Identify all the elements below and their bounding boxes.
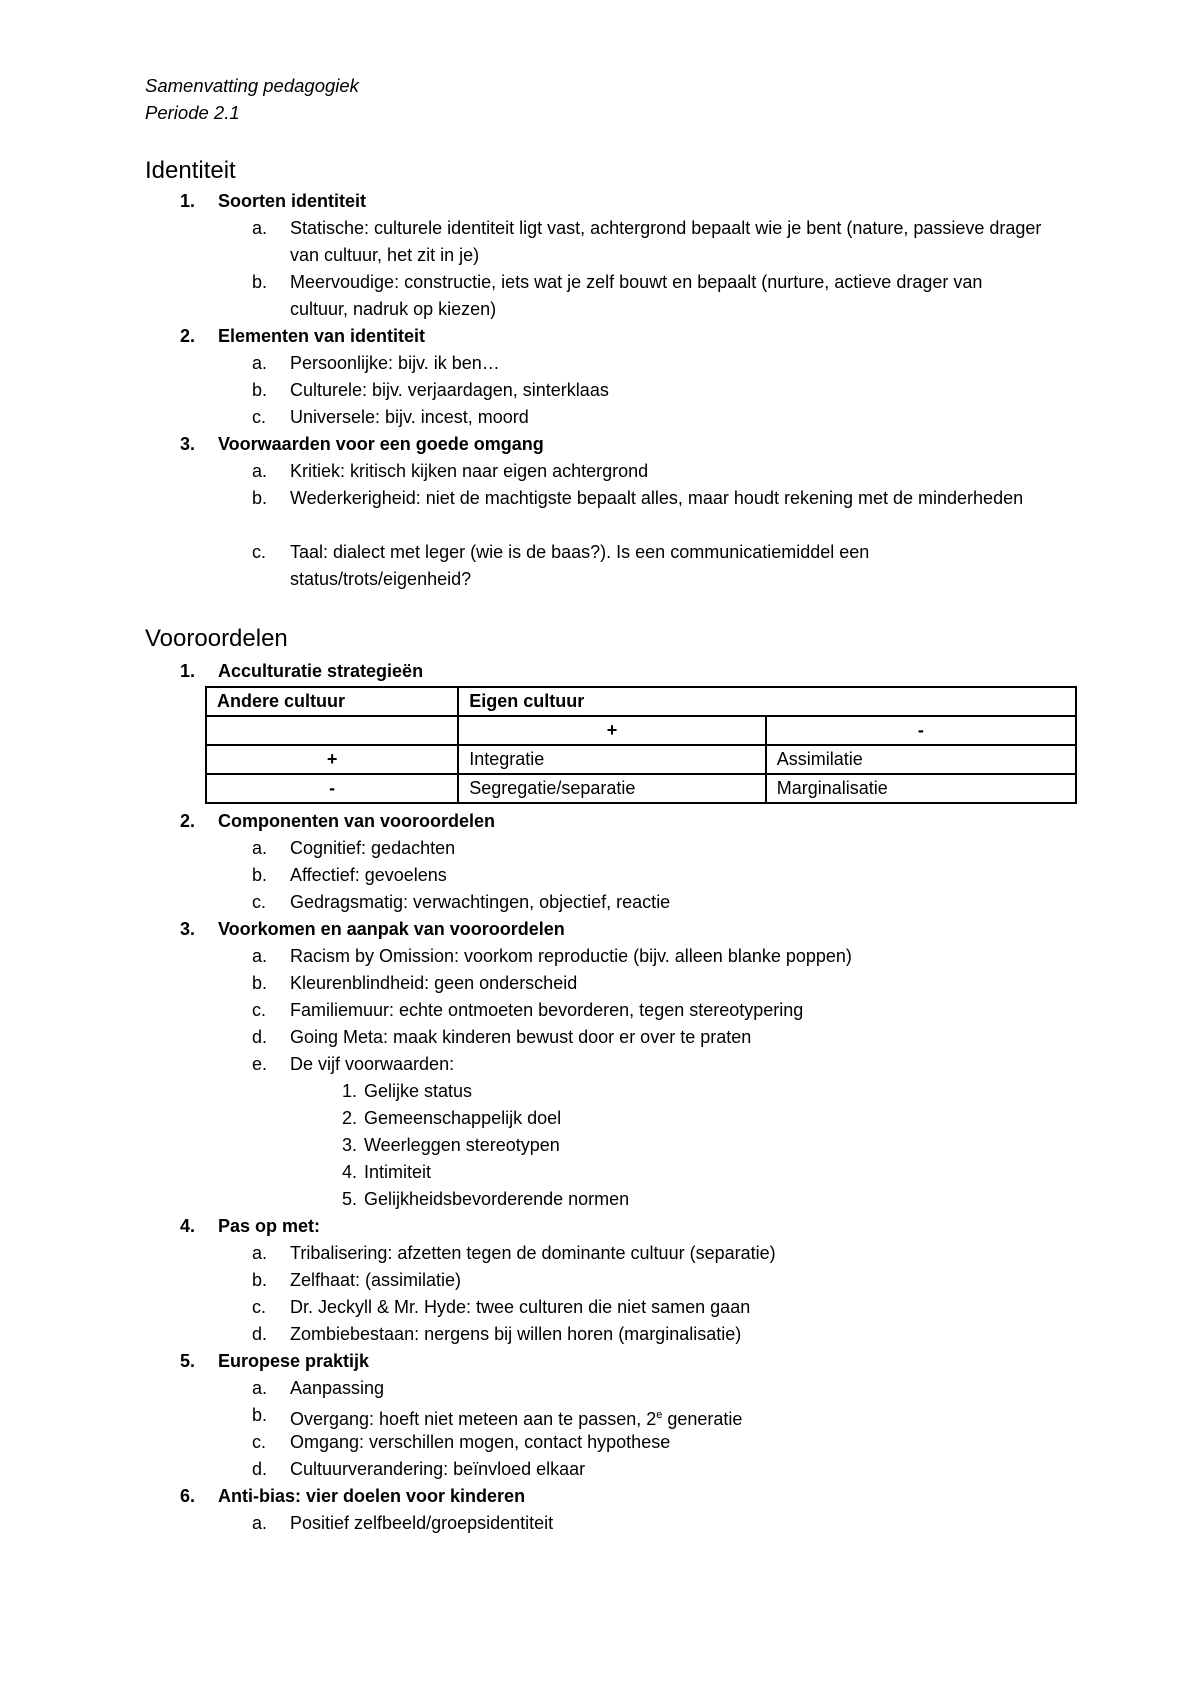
list-label: Componenten van vooroordelen (218, 811, 496, 831)
table-row (206, 774, 1076, 803)
sub-item (252, 997, 1042, 1024)
list-item-voorwaarden-omgang (180, 431, 1080, 458)
condition-number: 2. (342, 1108, 358, 1128)
list-item-pas-op-met (180, 1213, 1080, 1240)
sub-item (252, 1240, 1042, 1267)
sub-item (252, 458, 1042, 485)
list-number: 3. (180, 919, 196, 939)
table-cell-minus: - (206, 774, 458, 803)
sub-marker: c. (252, 1297, 267, 1317)
list-number: 1. (180, 661, 196, 681)
table-row (206, 687, 1076, 716)
sub-text: Culturele: bijv. verjaardagen, sinterklaas (290, 380, 609, 400)
sub-item (252, 539, 1042, 593)
list-label: Europese praktijk (218, 1351, 370, 1371)
list-label: Pas op met: (218, 1216, 321, 1236)
sub-text: Familiemuur: echte ontmoeten bevorderen, tegen stereotypering (290, 1000, 804, 1020)
condition-item (342, 1078, 472, 1105)
list-number: 5. (180, 1351, 196, 1371)
sub-marker: b. (252, 1270, 268, 1290)
list-item-acculturatie (180, 658, 1080, 685)
list-label: Acculturatie strategieën (218, 661, 424, 681)
sub-marker: d. (252, 1459, 268, 1479)
section-title-identiteit: Identiteit (145, 157, 236, 184)
table-header-eigen-cultuur: Eigen cultuur (458, 687, 1076, 716)
sub-marker: c. (252, 1000, 267, 1020)
sub-text: Statische: culturele identiteit ligt vast, achtergrond bepaalt wie je bent (nature, passieve drager van cultuur, het zit in je) (290, 218, 1042, 265)
sub-text: Persoonlijke: bijv. ik ben… (290, 353, 500, 373)
condition-item (342, 1105, 561, 1132)
sub-text: Kleurenblindheid: geen onderscheid (290, 973, 578, 993)
list-number: 3. (180, 434, 196, 454)
sub-marker: a. (252, 1513, 268, 1533)
sub-item (252, 1321, 1042, 1348)
sub-item (252, 1429, 1042, 1456)
table-row (206, 745, 1076, 774)
list-item-soorten-identiteit (180, 188, 1080, 215)
condition-item (342, 1186, 629, 1213)
condition-number: 1. (342, 1081, 358, 1101)
table-cell: Segregatie/separatie (458, 774, 765, 803)
sub-marker: c. (252, 407, 267, 427)
sub-item (252, 1510, 1042, 1537)
sub-marker: c. (252, 542, 267, 562)
condition-text: Gelijke status (364, 1081, 473, 1101)
list-label: Elementen van identiteit (218, 326, 426, 346)
document-header (145, 72, 359, 126)
table-cell: Assimilatie (766, 745, 1076, 774)
sub-marker: a. (252, 353, 268, 373)
list-label: Voorwaarden voor een goede omgang (218, 434, 544, 454)
list-item-componenten (180, 808, 1080, 835)
sub-item (252, 215, 1042, 269)
condition-number: 5. (342, 1189, 358, 1209)
sub-item (252, 1051, 1042, 1078)
sub-marker: b. (252, 380, 268, 400)
sub-text: Cognitief: gedachten (290, 838, 456, 858)
sub-text: Dr. Jeckyll & Mr. Hyde: twee culturen die niet samen gaan (290, 1297, 751, 1317)
sub-marker: a. (252, 946, 268, 966)
table-cell: Marginalisatie (766, 774, 1076, 803)
table-cell-plus: + (206, 745, 458, 774)
table-cell-minus: - (766, 716, 1076, 745)
sub-item (252, 1375, 1042, 1402)
sub-text: Aanpassing (290, 1378, 385, 1398)
sub-item (252, 943, 1042, 970)
sub-text: Affectief: gevoelens (290, 865, 447, 885)
sub-item (252, 1294, 1042, 1321)
table-cell-plus: + (458, 716, 765, 745)
sub-text: Zombiebestaan: nergens bij willen horen (marginalisatie) (290, 1324, 742, 1344)
condition-item (342, 1132, 560, 1159)
list-label: Anti-bias: vier doelen voor kinderen (218, 1486, 526, 1506)
sub-marker: d. (252, 1027, 268, 1047)
sub-marker: b. (252, 865, 268, 885)
sub-item (252, 862, 1042, 889)
list-number: 6. (180, 1486, 196, 1506)
section-title-vooroordelen: Vooroordelen (145, 625, 288, 652)
list-item-voorkomen-aanpak (180, 916, 1080, 943)
sub-marker: a. (252, 461, 268, 481)
sub-marker: b. (252, 488, 268, 508)
list-number: 2. (180, 811, 196, 831)
condition-number: 3. (342, 1135, 358, 1155)
sub-item (252, 269, 1042, 323)
condition-item (342, 1159, 431, 1186)
sub-marker: c. (252, 1432, 267, 1452)
table-header-andere-cultuur: Andere cultuur (206, 687, 458, 716)
table-cell: Integratie (458, 745, 765, 774)
sub-text: Zelfhaat: (assimilatie) (290, 1270, 462, 1290)
sub-marker: e. (252, 1054, 268, 1074)
condition-text: Gelijkheidsbevorderende normen (364, 1189, 630, 1209)
sub-text: Cultuurverandering: beïnvloed elkaar (290, 1459, 586, 1479)
sub-text: De vijf voorwaarden: (290, 1054, 455, 1074)
sub-text: Taal: dialect met leger (wie is de baas?). Is een communicatiemiddel een status/trots/eigenheid? (290, 542, 870, 589)
sub-marker: b. (252, 272, 268, 292)
list-item-europese-praktijk (180, 1348, 1080, 1375)
sub-text: Meervoudige: constructie, iets wat je zelf bouwt en bepaalt (nurture, actieve drager van cultuur, nadruk op kiezen) (290, 272, 983, 319)
list-label: Soorten identiteit (218, 191, 366, 211)
list-number: 2. (180, 326, 196, 346)
sub-text: Going Meta: maak kinderen bewust door er over te praten (290, 1027, 752, 1047)
sub-item (252, 835, 1042, 862)
table-row (206, 716, 1076, 745)
sub-marker: a. (252, 1243, 268, 1263)
sub-item (252, 970, 1042, 997)
sub-text: Universele: bijv. incest, moord (290, 407, 529, 427)
sub-marker: b. (252, 973, 268, 993)
sub-item (252, 404, 1042, 431)
sub-item (252, 350, 1042, 377)
sub-item (252, 377, 1042, 404)
sub-marker: d. (252, 1324, 268, 1344)
sub-marker: a. (252, 838, 268, 858)
sub-text: Overgang: hoeft niet meteen aan te passen, 2e generatie (290, 1409, 743, 1429)
sub-item (252, 485, 1042, 512)
condition-number: 4. (342, 1162, 358, 1182)
condition-text: Gemeenschappelijk doel (364, 1108, 562, 1128)
sub-marker: b. (252, 1405, 268, 1425)
sub-marker: c. (252, 892, 267, 912)
sub-text: Tribalisering: afzetten tegen de dominante cultuur (separatie) (290, 1243, 776, 1263)
header-period: Periode 2.1 (145, 102, 240, 123)
list-item-elementen-identiteit (180, 323, 1080, 350)
sub-item (252, 1024, 1042, 1051)
sub-text: Gedragsmatig: verwachtingen, objectief, reactie (290, 892, 671, 912)
list-number: 1. (180, 191, 196, 211)
acculturatie-table (205, 686, 1077, 804)
sub-text: Positief zelfbeeld/groepsidentiteit (290, 1513, 554, 1533)
list-label: Voorkomen en aanpak van vooroordelen (218, 919, 565, 939)
sub-text: Racism by Omission: voorkom reproductie (bijv. alleen blanke poppen) (290, 946, 852, 966)
sub-marker: a. (252, 218, 268, 238)
sub-item (252, 1267, 1042, 1294)
list-item-anti-bias (180, 1483, 1080, 1510)
condition-text: Intimiteit (364, 1162, 432, 1182)
sub-marker: a. (252, 1378, 268, 1398)
header-title: Samenvatting pedagogiek (145, 75, 359, 96)
table-cell (206, 716, 458, 745)
sub-item (252, 1456, 1042, 1483)
sub-text: Wederkerigheid: niet de machtigste bepaalt alles, maar houdt rekening met de minderheden (290, 488, 1024, 508)
sub-text: Omgang: verschillen mogen, contact hypothese (290, 1432, 671, 1452)
sub-text: Kritiek: kritisch kijken naar eigen achtergrond (290, 461, 649, 481)
sub-item (252, 889, 1042, 916)
list-number: 4. (180, 1216, 196, 1236)
condition-text: Weerleggen stereotypen (364, 1135, 560, 1155)
